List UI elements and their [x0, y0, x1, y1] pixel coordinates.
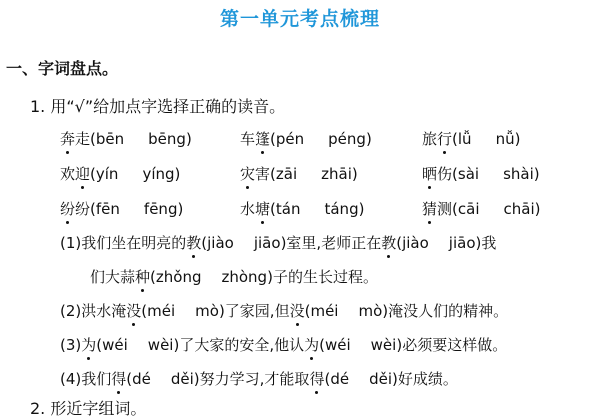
word-char: 旅: [422, 130, 438, 148]
pinyin-option: lǚ: [457, 130, 472, 148]
word-char: 伤: [437, 165, 453, 183]
pinyin-option: wèi: [147, 336, 174, 354]
pinyin-option: chāi: [503, 200, 535, 218]
question-1: [30, 94, 285, 117]
pinyin-option: jiāo: [448, 234, 476, 252]
sentence-1-cont: 们大蒜种(zhǒng zhòng)子的生长过程。: [90, 268, 378, 286]
pinyin-option: wéi: [324, 336, 351, 354]
sentence-text: 必须要这样做。: [402, 336, 508, 354]
pinyin-option: yíng: [142, 165, 175, 183]
pinyin-option: bēng: [148, 130, 186, 148]
pinyin-option: méi: [147, 302, 176, 320]
dotted-char: 迎: [75, 165, 91, 183]
dotted-char: 为: [81, 336, 97, 354]
pinyin-option: jiāo: [253, 234, 281, 252]
question-2: 2. 形近字组词。: [30, 399, 147, 418]
pinyin-option: nǚ: [495, 130, 515, 148]
word-item: 晒伤(sài shài): [422, 165, 540, 183]
pinyin-option: sài: [457, 165, 480, 183]
sentence-text: 了大家的安全,他认: [179, 336, 305, 354]
pinyin-option: tán: [275, 200, 301, 218]
pinyin-option: zhǒng: [155, 268, 202, 286]
sentence-text: (3): [60, 336, 82, 354]
dotted-char: 教: [186, 234, 202, 252]
sentence-1: (1)我们坐在明亮的教(jiào jiāo)室里,老师正在教(jiào jiāo)我: [60, 234, 497, 252]
pinyin-option: wéi: [102, 336, 128, 354]
pinyin-option: jiào: [402, 234, 429, 252]
dotted-char: 灾: [240, 165, 256, 183]
sentence-text: 好成绩。: [397, 370, 458, 388]
dotted-char: 种: [135, 268, 151, 286]
word-item: 车篷(pén péng): [240, 130, 372, 148]
word-item: 旅行(lǚ nǚ): [422, 130, 521, 148]
page-title: 第一单元考点梳理: [219, 8, 380, 30]
pinyin-option: dé: [330, 370, 350, 388]
word-char: 水: [240, 200, 256, 218]
pinyin-option: cāi: [457, 200, 480, 218]
sentence-3: (3)为(wéi wèi)了大家的安全,他认为(wéi wèi)必须要这样做。: [60, 336, 508, 354]
sentence-text: (1)我们坐在明亮的: [60, 234, 187, 252]
word-char: 欢: [60, 165, 76, 183]
word-item: 灾害(zāi zhāi): [240, 165, 358, 183]
dotted-char: 行: [437, 130, 453, 148]
sentence-text: (2)洪水淹: [60, 302, 127, 320]
pinyin-option: yín: [95, 165, 119, 183]
sentence-text: 子的生长过程。: [272, 268, 378, 286]
word-char: 走: [75, 130, 91, 148]
pinyin-option: fēng: [143, 200, 178, 218]
dotted-char: 教: [381, 234, 397, 252]
sentence-text: 我: [481, 234, 497, 252]
word-row: [60, 163, 600, 198]
sentence-text: 淹没人们的精神。: [388, 302, 509, 320]
section-heading: 一、字词盘点。: [6, 59, 119, 78]
pinyin-option: péng: [328, 130, 366, 148]
pinyin-option: fēn: [95, 200, 120, 218]
dotted-char: 为: [304, 336, 320, 354]
pinyin-option: mò: [195, 302, 219, 320]
check-mark: √: [74, 97, 85, 116]
word-item: 猜测(cāi chāi): [422, 200, 541, 218]
dotted-char: 塘: [255, 200, 271, 218]
pinyin-option: wèi: [370, 336, 397, 354]
word-char: 车: [240, 130, 256, 148]
word-char: 测: [437, 200, 453, 218]
dotted-char: 猜: [422, 200, 438, 218]
sentence-text: 了家园,但: [224, 302, 290, 320]
dotted-char: 纷: [60, 200, 76, 218]
sentence-2: (2)洪水淹没(méi mò)了家园,但没(méi mò)淹没人们的精神。: [60, 302, 509, 320]
pinyin-option: méi: [310, 302, 339, 320]
pinyin-option: bēn: [95, 130, 125, 148]
pinyin-option: jiào: [207, 234, 234, 252]
dotted-char: 没: [289, 302, 305, 320]
pinyin-option: zhāi: [321, 165, 352, 183]
pinyin-option: zāi: [275, 165, 298, 183]
sentence-4: (4)我们得(dé děi)努力学习,才能取得(dé děi)好成绩。: [60, 370, 458, 388]
q1-prefix: 1. 用“: [30, 97, 75, 116]
dotted-char: 晒: [422, 165, 438, 183]
pinyin-option: pén: [275, 130, 305, 148]
word-item: 欢迎(yín yíng): [60, 165, 181, 183]
pinyin-option: zhòng: [221, 268, 268, 286]
word-item: 奔走(bēn bēng): [60, 130, 192, 148]
pinyin-option: táng: [324, 200, 359, 218]
pinyin-option: mò: [358, 302, 383, 320]
pinyin-option: děi: [170, 370, 194, 388]
sentence-text: 努力学习,才能取: [199, 370, 310, 388]
dotted-char: 没: [126, 302, 142, 320]
sentence-text: 室里,老师正在: [286, 234, 382, 252]
q1-suffix: ”给加点字选择正确的读音。: [84, 97, 286, 116]
dotted-char: 篷: [255, 130, 271, 148]
word-grid: [60, 128, 600, 233]
pinyin-option: děi: [369, 370, 392, 388]
sentence-text: 们大蒜: [90, 268, 136, 286]
sentence-text: (4)我们: [60, 370, 112, 388]
word-char: 害: [255, 165, 271, 183]
word-char: 纷: [75, 200, 91, 218]
word-item: 纷纷(fēn fēng): [60, 200, 184, 218]
dotted-char: 得: [111, 370, 127, 388]
dotted-char: 得: [309, 370, 325, 388]
word-row: [60, 128, 600, 163]
word-row: [60, 198, 600, 233]
word-item: 水塘(tán táng): [240, 200, 365, 218]
pinyin-option: dé: [132, 370, 151, 388]
pinyin-option: shài: [503, 165, 534, 183]
dotted-char: 奔: [60, 130, 76, 148]
